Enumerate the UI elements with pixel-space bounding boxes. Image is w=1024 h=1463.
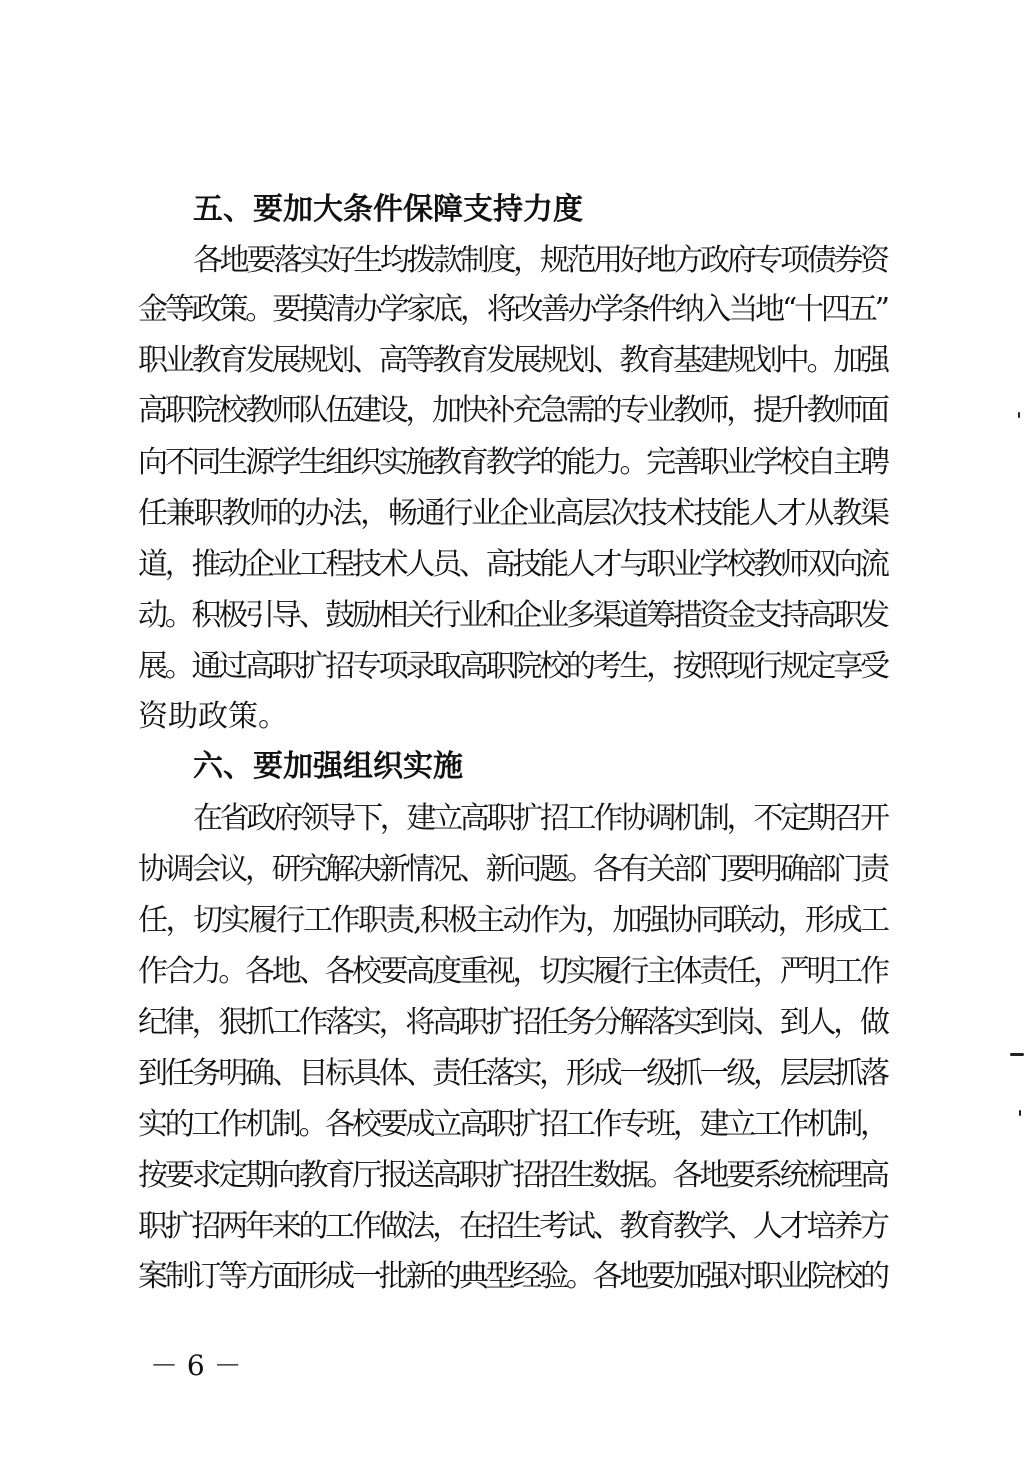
scan-mark — [1018, 412, 1020, 418]
document-page: 五、要加大条件保障支持力度 各地要落实好生均拨款制度，规范用好地方政府专项债券资 金等政策。要摸清办学家底，将改善办学条件纳入当地“十四五” 职业教育发展规划、高等教育发展规划、教育基建规划中。加强 高职院校教师队伍建设，加快补充急需的专业教师，提升教师面 向不同生源学生组织实施教育教学的能力。完善职业学校自主聘 任兼职教师的办法，畅通行业企业高层次技术技能人才从教渠 道，推动企业工程技术人员、高技能人才与职业学校教师双向流 动。积极引导、鼓励相关行业和企业多渠道筹措资金支持高职发 展。通过高职扩招专项录取高职院校的考生，按照现行规定享受 资助政策。 六、要加强组织实施 在省政府领导下，建立高职扩招工作协调机制，不定期召开 协调会议，研究解决新情况、新问题。各有关部门要明确部门责 任，切实履行工作职责,积极主动作为，加强协同联动，形成工 作合力。各地、各校要高度重视，切实履行主体责任，严明工作 纪律，狠抓工作落实，将高职扩招任务分解落实到岗、到人，做 到任务明确、目标具体、责任落实，形成一级抓一级，层层抓落 实的工作机制。各校要成立高职扩招工作专班，建立工作机制， 按要求定期向教育厅报送高职扩招招生数据。各地要系统梳理高 职扩招两年来的工作做法，在招生考试、教育教学、人才培养方 案制订等方面形成一批新的典型经验。各地要加强对职业院校的 － 6 － — [0, 0, 1024, 1463]
scan-mark — [1019, 1110, 1021, 1116]
section-5-heading-text: 五、要加大条件保障支持力度 — [193, 192, 583, 227]
scan-mark — [1010, 1053, 1024, 1056]
page-number: － 6 － — [150, 1349, 242, 1382]
section-6-heading-text: 六、要加强组织实施 — [193, 749, 463, 784]
